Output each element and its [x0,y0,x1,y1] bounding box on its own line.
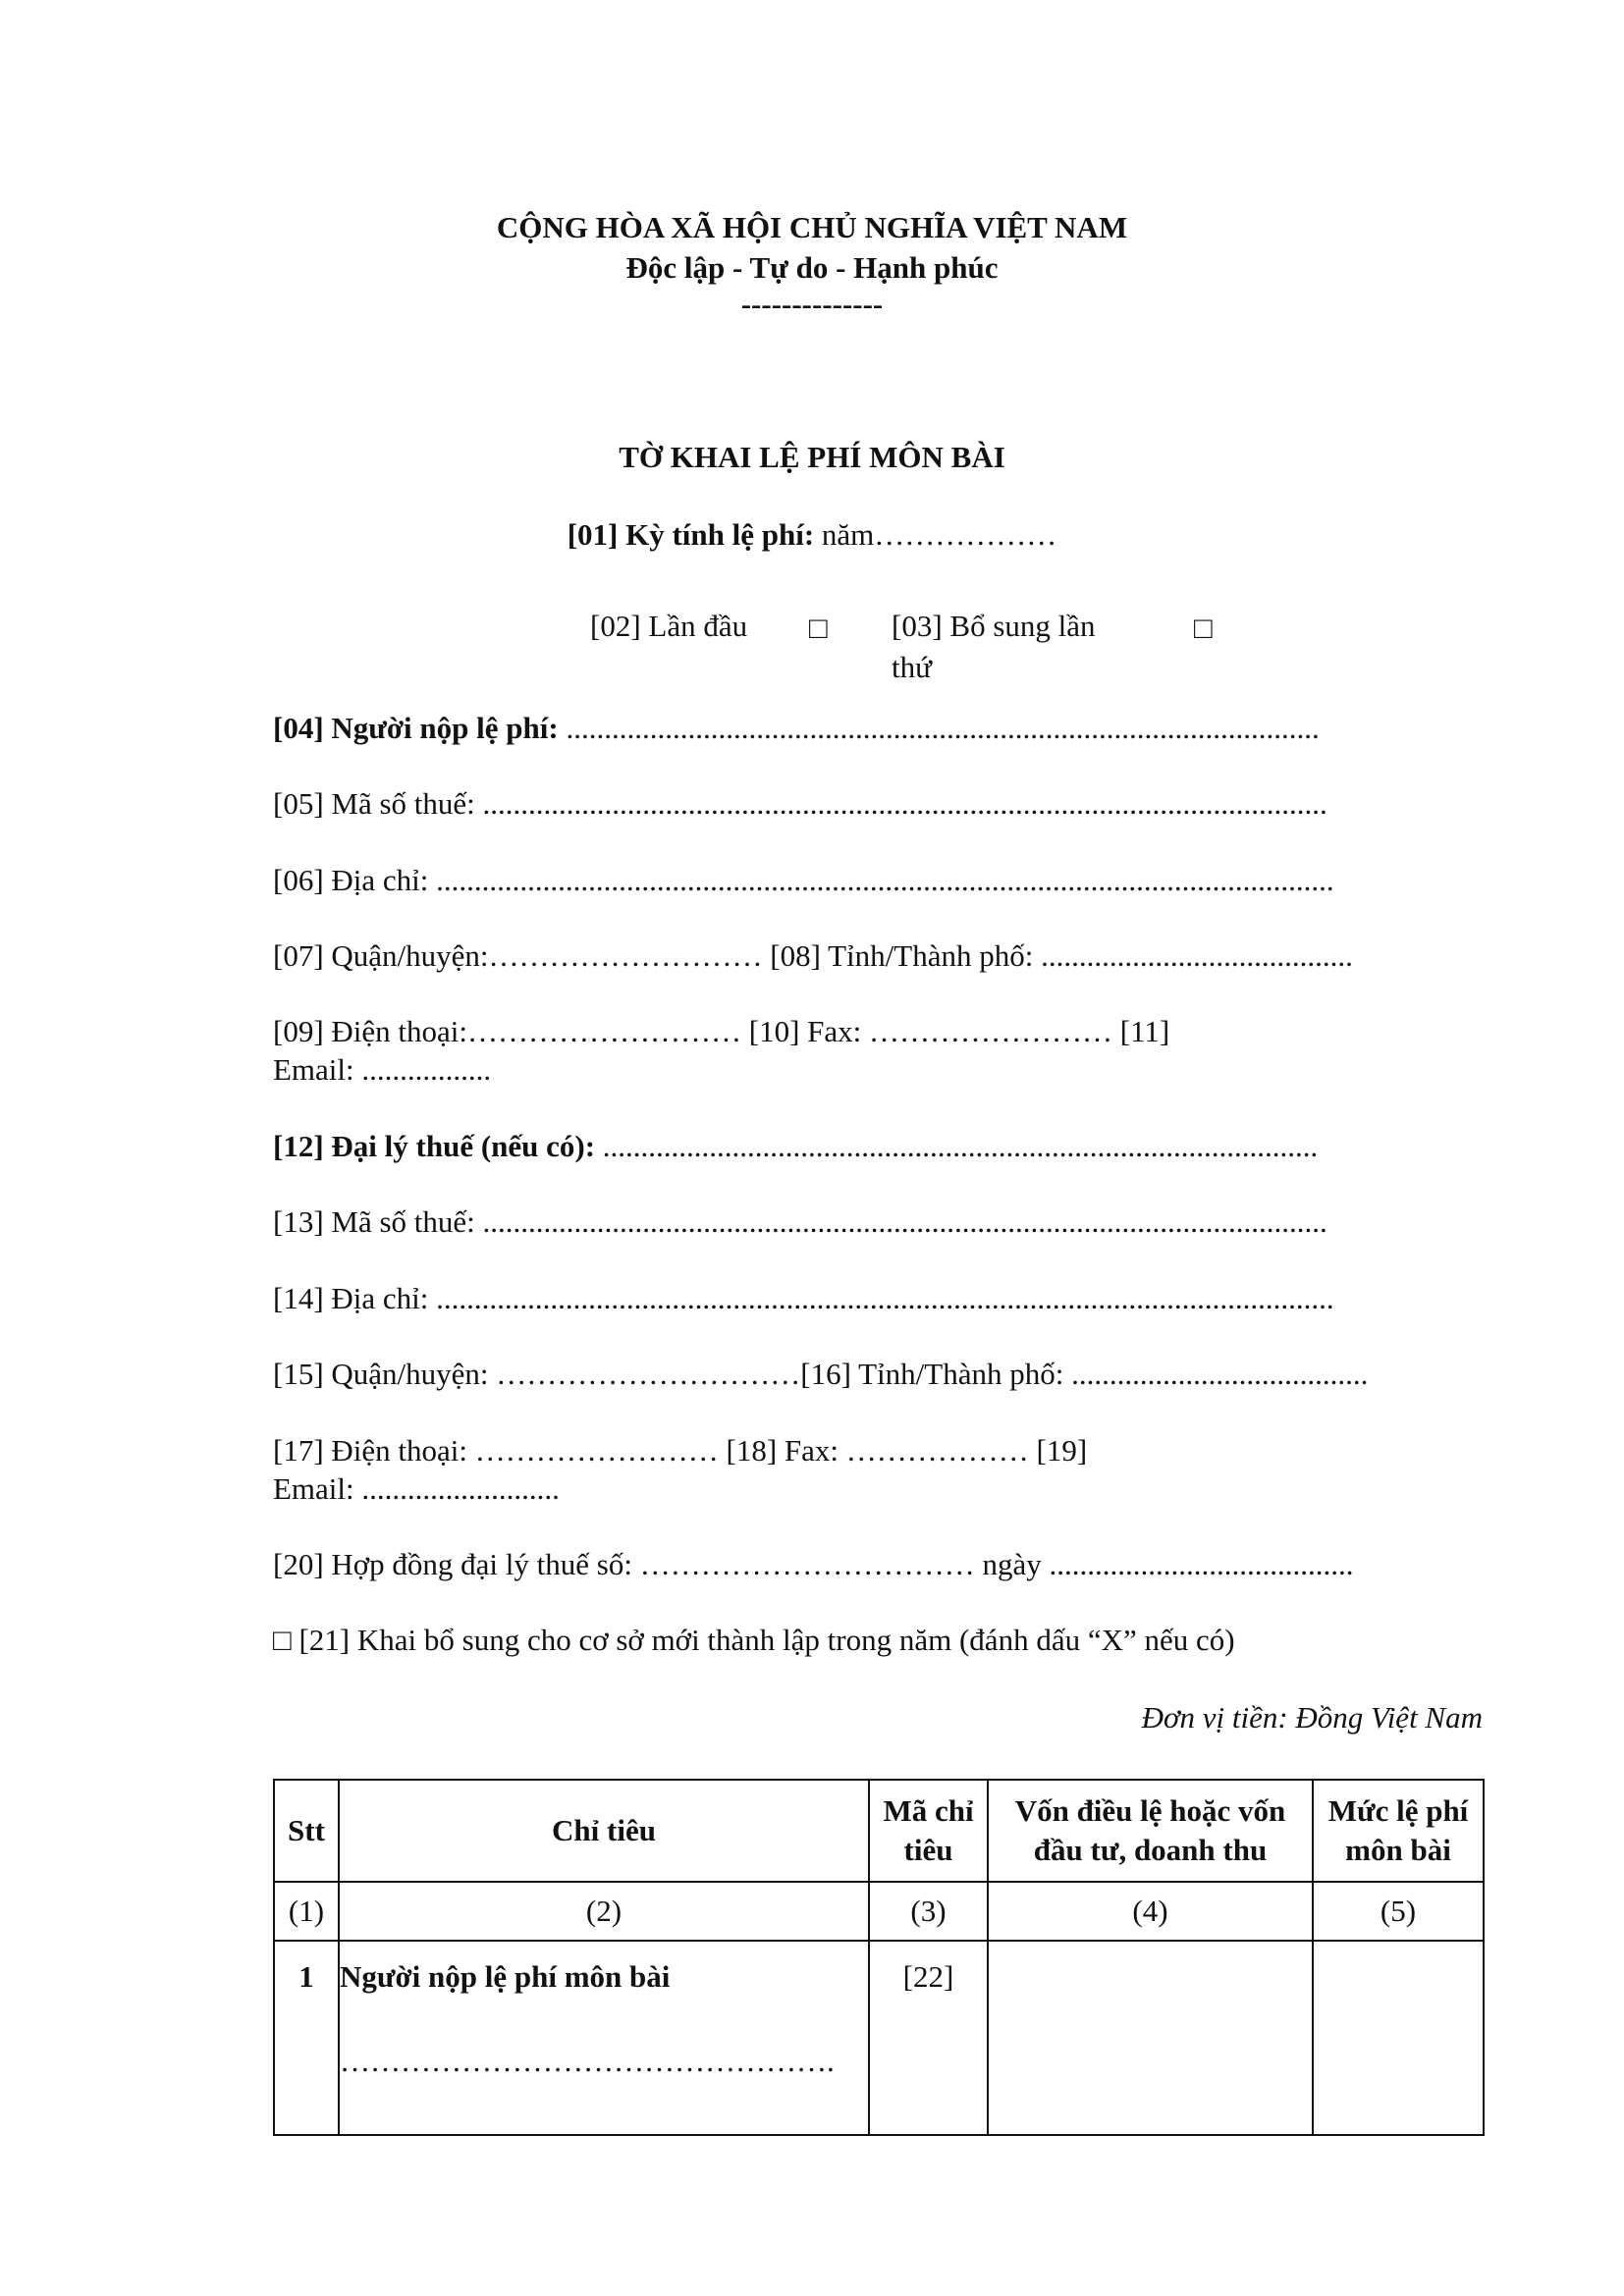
col-number: (2) [339,1882,869,1941]
row-indicator-fill[interactable]: …………………………………………. [340,2044,835,2078]
period-line [0,517,1624,553]
col-number: (5) [1313,1882,1484,1941]
row-code: [22] [869,1941,988,2135]
table-column-number-row [274,1882,1484,1941]
table-header-row [274,1780,1484,1882]
payer-address-field: [06] Địa chỉ: ...................................................................................................................... [273,863,1334,897]
first-time-checkbox[interactable]: □ [809,611,828,645]
payer-email-field: Email: ................. [273,1052,492,1087]
country-name: CỘNG HÒA XÃ HỘI CHỦ NGHĨA VIỆT NAM [496,210,1128,244]
form-title: TỜ KHAI LỆ PHÍ MÔN BÀI [619,440,1005,474]
supplement-checkbox[interactable]: □ [1194,611,1213,645]
table-row [274,1941,1484,2135]
period-value: năm……………… [814,517,1057,552]
row-indicator-label: Người nộp lệ phí môn bài [340,1959,671,1994]
col-header-indicator: Chỉ tiêu [339,1780,869,1882]
agent-tax-code-field: [13] Mã số thuế: ............................................................................................................... [273,1204,1327,1239]
row-fee-cell[interactable] [1313,1941,1484,2135]
row-indicator [339,1941,869,2135]
supplement-label: [03] Bổ sung lần [892,609,1096,643]
col-header-stt: Stt [274,1780,339,1882]
col-number: (3) [869,1882,988,1941]
agent-email-field: Email: .......................... [273,1471,560,1506]
payer-district-province-field: [07] Quận/huyện:……………………… [08] Tỉnh/Thành phố: ......................................... [273,938,1353,973]
agent-district-province-field: [15] Quận/huyện: …………………………[16] Tỉnh/Thành phố: ....................................... [273,1357,1369,1391]
payer-phone-fax-field: [09] Điện thoại:……………………… [10] Fax: …………………… [11] [273,1014,1170,1048]
new-establishment-checkbox-line[interactable]: □ [21] Khai bổ sung cho cơ sở mới thành lập trong năm (đánh dấu “X” nếu có) [273,1623,1235,1657]
payer-name-fill: ................................................................................................... [558,711,1320,745]
currency-note: Đơn vị tiền: Đồng Việt Nam [1141,1700,1483,1735]
payer-name-field [273,711,1320,746]
col-header-fee: Mức lệ phí môn bài [1313,1780,1484,1882]
payer-name-label: [04] Người nộp lệ phí: [273,711,559,745]
payer-tax-code-field: [05] Mã số thuế: ............................................................................................................... [273,786,1327,821]
supplement-label-cont: thứ [892,650,932,684]
row-stt: 1 [274,1941,339,2135]
agent-contract-field: [20] Hợp đồng đại lý thuế số: …………………………… ngày ........................................ [273,1547,1354,1581]
tax-agent-field [273,1129,1318,1164]
row-capital-cell[interactable] [988,1941,1313,2135]
tax-agent-fill: .............................................................................................. [595,1129,1319,1163]
agent-phone-fax-field: [17] Điện thoại: …………………… [18] Fax: ……………… [19] [273,1433,1088,1468]
fee-table [273,1779,1485,2136]
first-time-label: [02] Lần đầu [590,609,748,643]
col-number: (1) [274,1882,339,1941]
national-motto: Độc lập - Tự do - Hạnh phúc [625,250,999,285]
col-header-capital: Vốn điều lệ hoặc vốn đầu tư, doanh thu [988,1780,1313,1882]
header-separator: -------------- [740,287,884,321]
col-header-code: Mã chỉ tiêu [869,1780,988,1882]
tax-agent-label: [12] Đại lý thuế (nếu có): [273,1129,596,1163]
period-label: [01] Kỳ tính lệ phí: [567,517,815,552]
col-number: (4) [988,1882,1313,1941]
agent-address-field: [14] Địa chỉ: ...................................................................................................................... [273,1281,1334,1315]
